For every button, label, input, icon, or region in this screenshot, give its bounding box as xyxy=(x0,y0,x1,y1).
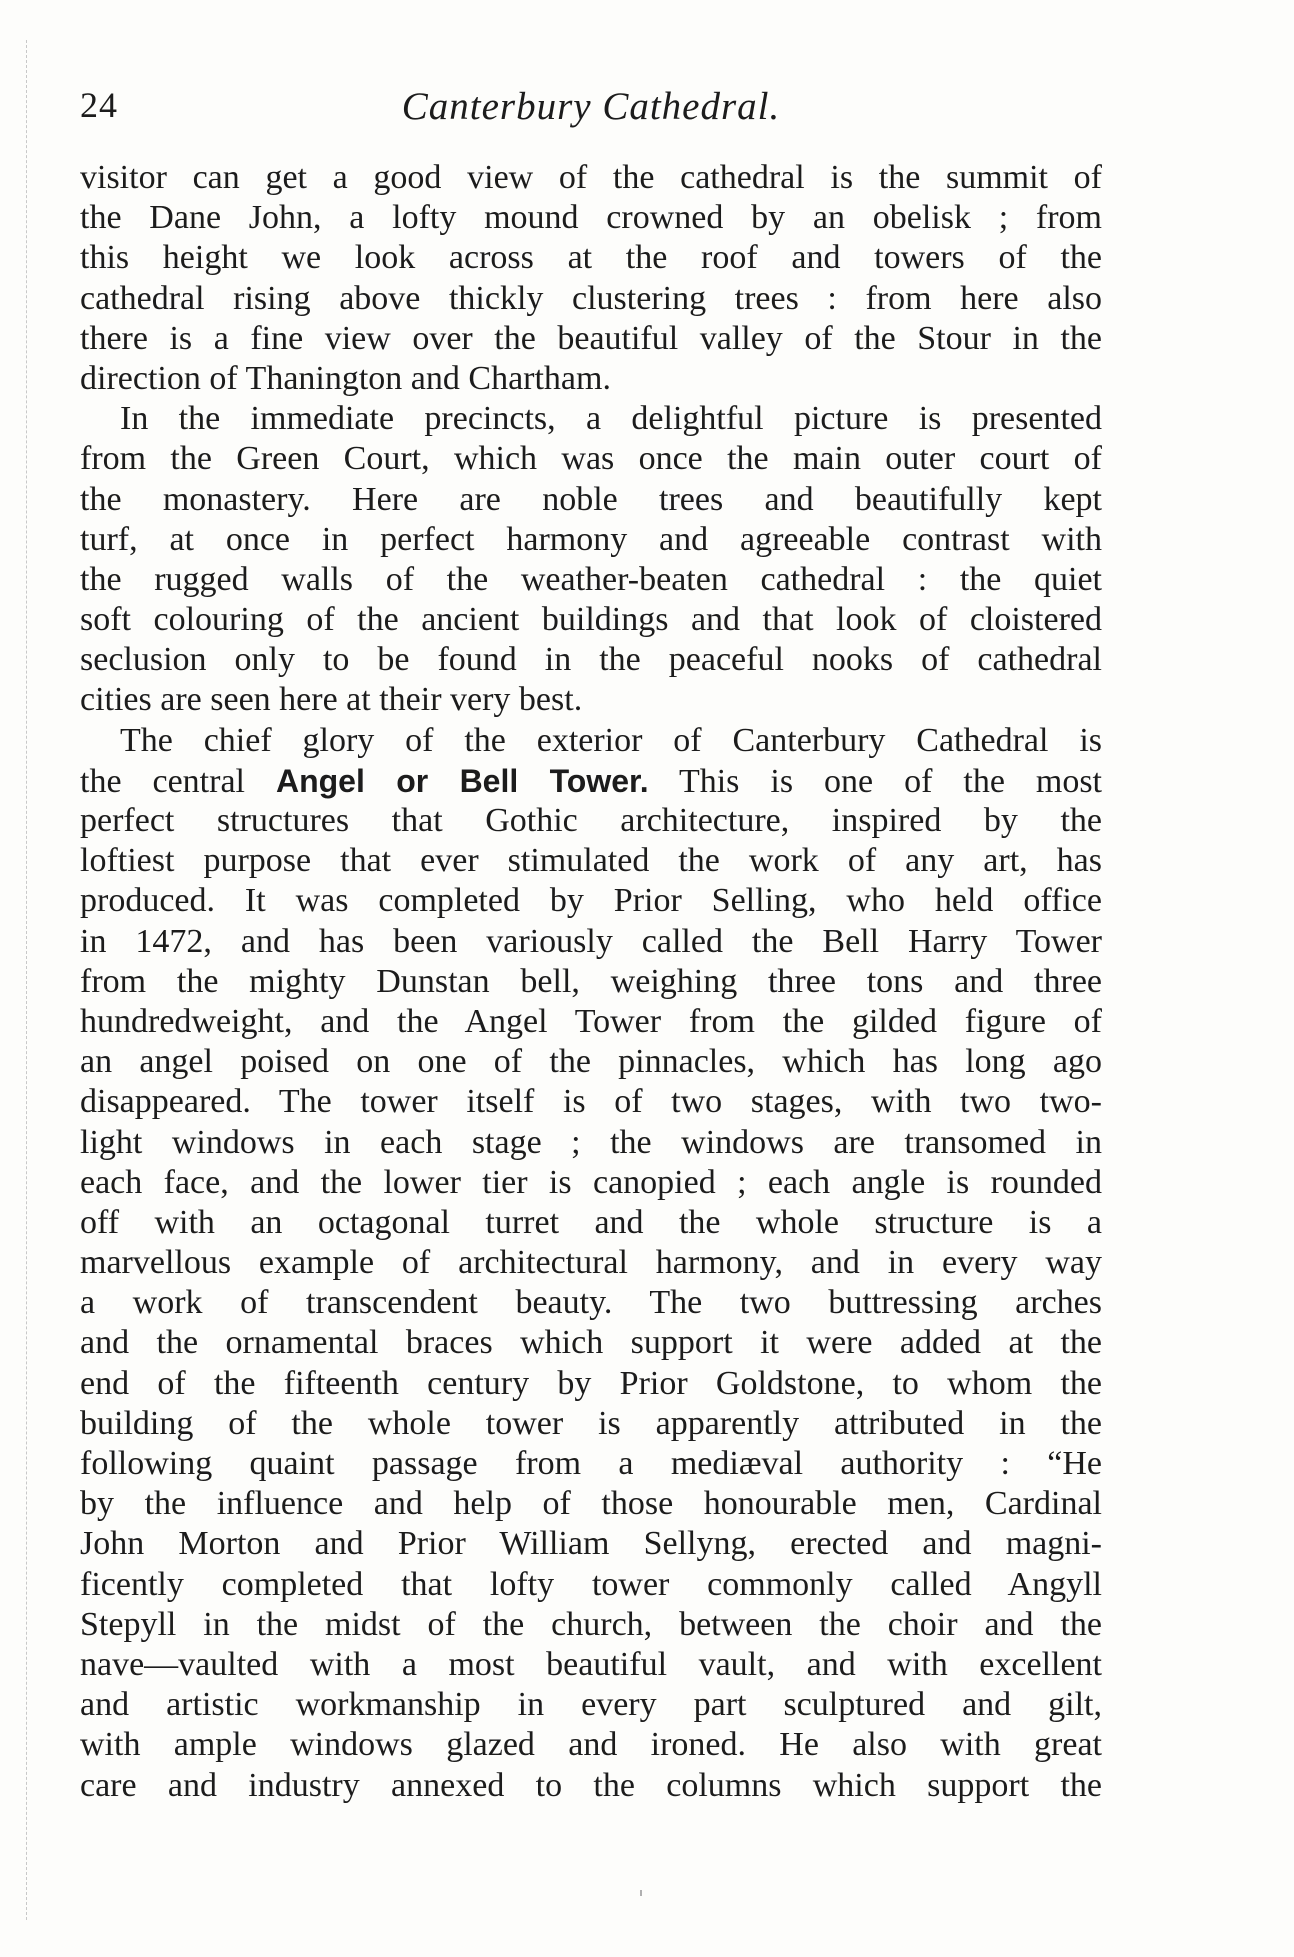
text-line: each face, and the lower tier is canopied ; each angle is rounded xyxy=(80,1163,1102,1201)
text-line: the Dane John, a lofty mound crowned by an obelisk ; from xyxy=(80,199,1102,237)
text-line: the rugged walls of the weather-beaten cathedral : the quiet xyxy=(80,560,1102,598)
text-line: visitor can get a good view of the cathedral is the summit of xyxy=(80,159,1102,196)
text-line: produced. It was completed by Prior Selling, who held office xyxy=(80,882,1102,920)
text-line: in 1472, and has been variously called the Bell Harry Tower xyxy=(80,922,1102,960)
text-line xyxy=(80,761,1102,801)
text-line: loftiest purpose that ever stimulated the work of any art, has xyxy=(80,842,1102,880)
text-line: seclusion only to be found in the peaceful nooks of cathedral xyxy=(80,641,1102,679)
text-line: the monastery. Here are noble trees and beautifully kept xyxy=(80,480,1102,518)
text-line: care and industry annexed to the columns which support the xyxy=(80,1766,1102,1804)
text-line: a work of transcendent beauty. The two buttressing arches xyxy=(80,1284,1102,1322)
text-line: turf, at once in perfect harmony and agreeable contrast with xyxy=(80,520,1102,558)
text-line: hundredweight, and the Angel Tower from the gilded figure of xyxy=(80,1002,1102,1040)
text-line: light windows in each stage ; the windows are transomed in xyxy=(80,1123,1102,1161)
page-gutter-edge xyxy=(26,40,27,1920)
text-line: this height we look across at the roof and towers of the xyxy=(80,239,1102,277)
text-line: marvellous example of architectural harmony, and in every way xyxy=(80,1244,1102,1282)
emphasis-heading: Angel or Bell Tower. xyxy=(275,762,649,799)
text-line: In the immediate precincts, a delightful picture is presented xyxy=(120,400,1102,438)
running-title: Canterbury Cathedral. xyxy=(401,85,781,128)
text-line: soft colouring of the ancient buildings and that look of cloistered xyxy=(80,601,1102,639)
text-line: cathedral rising above thickly clustering trees : from here also xyxy=(80,279,1102,317)
text-line: by the influence and help of those honourable men, Cardinal xyxy=(80,1485,1102,1523)
text-line: cities are seen here at their very best. xyxy=(80,681,583,719)
text-line: from the Green Court, which was once the main outer court of xyxy=(80,440,1102,478)
text-line: ficently completed that lofty tower commonly called Angyll xyxy=(80,1565,1102,1603)
text-line: there is a fine view over the beautiful valley of the Stour in the xyxy=(80,319,1102,357)
text-line: Stepyll in the midst of the church, between the choir and the xyxy=(80,1605,1102,1643)
text-line: off with an octagonal turret and the whole structure is a xyxy=(80,1203,1102,1241)
text-line: an angel poised on one of the pinnacles, which has long ago xyxy=(80,1043,1102,1081)
text-line: The chief glory of the exterior of Canterbury Cathedral is xyxy=(120,721,1102,759)
text-line: John Morton and Prior William Sellyng, erected and magni- xyxy=(80,1525,1102,1563)
text-line: from the mighty Dunstan bell, weighing three tons and three xyxy=(80,962,1102,1000)
text-line: with ample windows glazed and ironed. He also with great xyxy=(80,1726,1102,1764)
text-line: and artistic workmanship in every part sculptured and gilt, xyxy=(80,1686,1102,1724)
text-segment: the central xyxy=(80,762,276,800)
page-header xyxy=(80,84,1102,134)
page-body-text xyxy=(80,158,1102,1806)
text-line: end of the fifteenth century by Prior Goldstone, to whom the xyxy=(80,1364,1102,1402)
page-number: 24 xyxy=(80,85,118,125)
text-line: following quaint passage from a mediæval authority : “He xyxy=(80,1445,1102,1482)
text-line: building of the whole tower is apparently attributed in the xyxy=(80,1404,1102,1442)
text-segment: This is one of the most xyxy=(648,762,1102,800)
text-line: disappeared. The tower itself is of two stages, with two two- xyxy=(80,1083,1102,1121)
paper-speck xyxy=(640,1890,642,1896)
text-line: perfect structures that Gothic architecture, inspired by the xyxy=(80,802,1102,839)
text-line: and the ornamental braces which support it were added at the xyxy=(80,1324,1102,1362)
text-line: nave—vaulted with a most beautiful vault, and with excellent xyxy=(80,1645,1102,1683)
text-line: direction of Thanington and Chartham. xyxy=(80,359,611,397)
